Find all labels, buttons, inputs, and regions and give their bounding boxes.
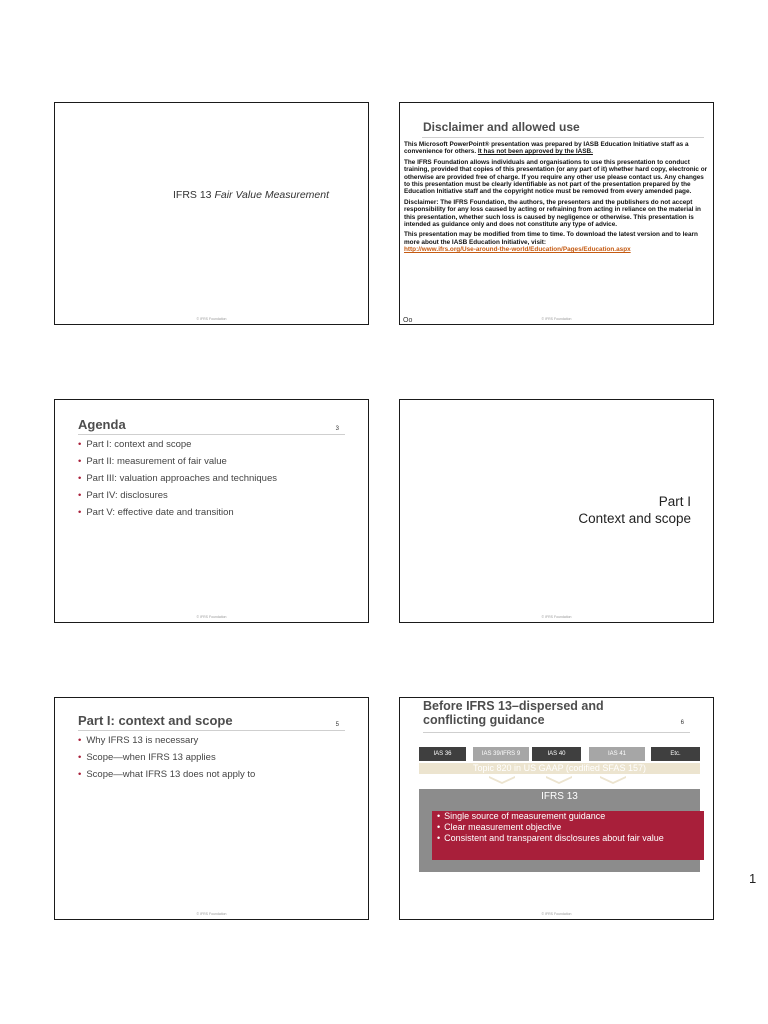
- education-link[interactable]: http://www.ifrs.org/Use-around-the-world/Education/Pages/Education.aspx: [404, 246, 631, 254]
- title-rule: [422, 137, 704, 138]
- list-item: • Part I: context and scope: [78, 439, 277, 450]
- disclaimer-body: This Microsoft PowerPoint® presentation was prepared by IASB Education Initiative staff as a convenience for others. It has not been approved by the IASB. The IFRS Foundation allows individuals and organisations to use this presentation to conduct training, provided that copies of this presentation (or any part of it) whether hard copy, electronic or otherwise are provided free of charge. If you require any other use please contact us. Any changes to this presentation must be clearly identifiable as not part of the presentation prepared by the Education Initiative staff and the copyright notice must be removed from every amended page. Disclaimer: The IFRS Foundation, the authors, the presenters and the publishers do not accept responsibility for any loss caused by acting or refraining from acting in reliance on the material in this presentation, whether such loss is caused by negligence or otherwise. This presentation is intended as guidance only and does not constitute any type of advice. This presentation may be modified from time to time. To download the latest version and to learn more about the IASB Education Initiative, visit: http://www.ifrs.org/Use-around-the-world/Education/Pages/Education.aspx: [404, 141, 708, 254]
- list-item: • Single source of measurement guidance: [437, 811, 704, 822]
- list-item: • Scope—when IFRS 13 applies: [78, 752, 255, 763]
- slide-6-title: Before IFRS 13–dispersed and conflicting guidance: [423, 699, 604, 727]
- list-item: • Part II: measurement of fair value: [78, 456, 277, 467]
- standard-tag: IAS 36: [419, 747, 466, 761]
- slide-number: 3: [335, 426, 339, 432]
- list-item: • Why IFRS 13 is necessary: [78, 735, 255, 746]
- benefits-box: [432, 811, 704, 860]
- title-rule: [78, 434, 345, 435]
- slide-number: 6: [680, 720, 684, 726]
- page-number: 1: [749, 871, 757, 886]
- slide-number: 5: [335, 722, 339, 728]
- slide-footer: © IFRS Foundation: [196, 615, 227, 619]
- slide-2-title: Disclaimer and allowed use: [423, 120, 580, 134]
- slide-footer: © IFRS Foundation: [541, 317, 572, 321]
- title-rule: [423, 732, 690, 733]
- title-rule: [78, 730, 345, 731]
- slide-4: [399, 399, 714, 623]
- standard-tag: IAS 41: [589, 747, 645, 761]
- topic-820-bar: Topic 820 in US GAAP (codified SFAS 157): [419, 763, 700, 774]
- slide-footer: © IFRS Foundation: [196, 912, 227, 916]
- slide-footer: © IFRS Foundation: [541, 615, 572, 619]
- slide-5-title: Part I: context and scope: [78, 713, 233, 728]
- slide-1: [54, 102, 369, 325]
- list-item: • Scope—what IFRS 13 does not apply to: [78, 769, 255, 780]
- scope-list: [78, 735, 255, 786]
- standard-tag: IAS 40: [532, 747, 581, 761]
- slide-6: [399, 697, 714, 920]
- slide-3: [54, 399, 369, 623]
- ifrs-13-box: [419, 789, 700, 872]
- list-item: • Part IV: disclosures: [78, 490, 277, 501]
- ifrs-13-box-title: IFRS 13: [541, 791, 578, 802]
- section-title: Part I Context and scope: [578, 494, 691, 526]
- corner-text: Oo: [403, 317, 413, 324]
- chevron-down-icon: [489, 776, 515, 784]
- slide-5: [54, 697, 369, 920]
- list-item: • Part V: effective date and transition: [78, 507, 277, 518]
- list-item: • Clear measurement objective: [437, 822, 704, 833]
- list-item: • Part III: valuation approaches and techniques: [78, 473, 277, 484]
- slide-1-title: IFRS 13 Fair Value Measurement: [173, 189, 330, 201]
- chevron-down-icon: [546, 776, 572, 784]
- list-item: • Consistent and transparent disclosures about fair value: [437, 833, 704, 844]
- standard-tag: Etc.: [651, 747, 700, 761]
- standard-tag: IAS 39/IFRS 9: [473, 747, 529, 761]
- slide-3-title: Agenda: [78, 417, 126, 432]
- agenda-list: [78, 439, 277, 524]
- chevron-down-icon: [600, 776, 626, 784]
- slide-2: [399, 102, 714, 325]
- slide-footer: © IFRS Foundation: [541, 912, 572, 916]
- slide-footer: © IFRS Foundation: [196, 317, 227, 321]
